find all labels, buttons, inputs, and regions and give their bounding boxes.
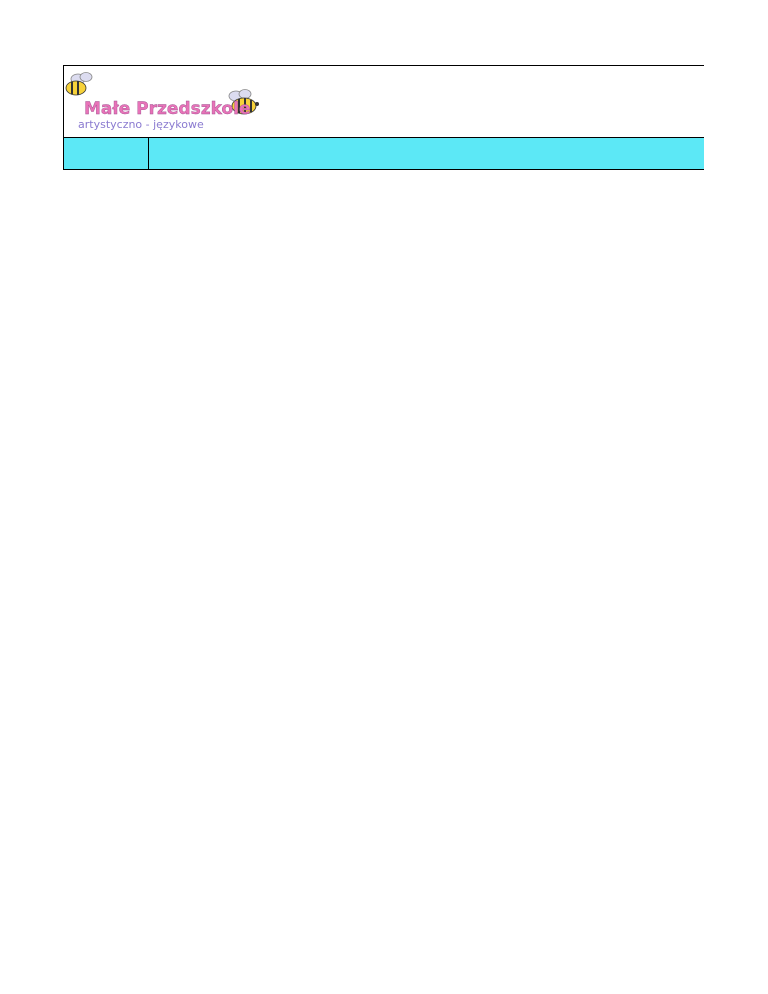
event-column-header bbox=[149, 138, 704, 170]
bee-icon bbox=[66, 73, 92, 96]
table-header bbox=[63, 65, 704, 138]
svg-text:Małe Przedszkole: Małe Przedszkole bbox=[84, 99, 251, 119]
month-column-header bbox=[63, 138, 149, 170]
preschool-logo bbox=[64, 66, 264, 139]
svg-text:artystyczno - językowe: artystyczno - językowe bbox=[78, 118, 204, 131]
